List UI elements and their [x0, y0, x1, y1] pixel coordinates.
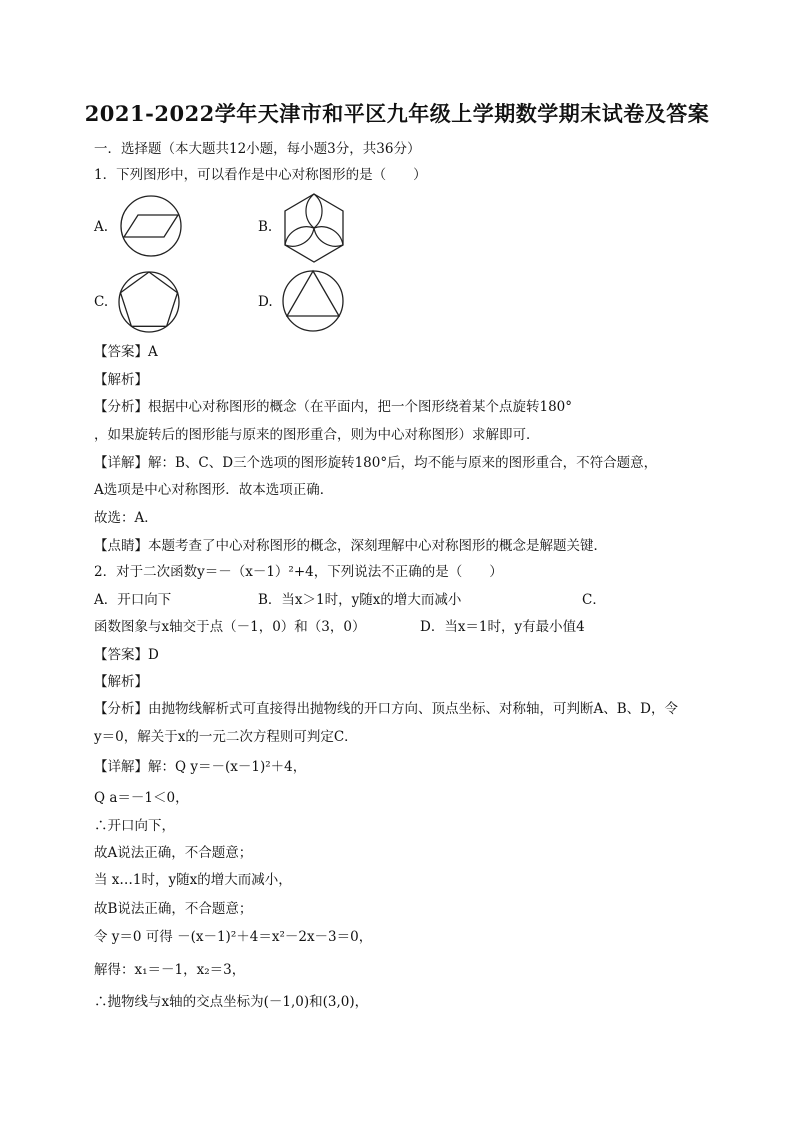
q2-detail-line: Q a＝－1＜0，	[94, 790, 189, 806]
q2-detail-line: 【详解】解：Q y＝－(x－1)²＋4，	[94, 759, 307, 775]
q2-stem: 2．对于二次函数y＝－（x－1）²+4，下列说法不正确的是（ ）	[94, 564, 503, 580]
q1-figure-b	[276, 190, 352, 266]
q2-detail-line: 故B说法正确，不合题意；	[94, 901, 253, 917]
q2-option-a: A．开口向下	[94, 592, 172, 608]
q1-figure-d	[280, 268, 346, 334]
q2-detail-line: 故A说法正确，不合题意；	[94, 845, 253, 861]
q1-xiangjie-line-2: A选项是中心对称图形．故本选项正确．	[94, 482, 334, 498]
q2-option-c-label: C．	[582, 592, 606, 608]
q1-option-c-label: C.	[94, 294, 109, 310]
q2-detail-line: 当 x…1时，y随x的增大而减小，	[94, 872, 292, 888]
q2-option-d: D．当x＝1时，y有最小值4	[420, 619, 585, 635]
q2-detail-line: ∴抛物线与x轴的交点坐标为(－1,0)和(3,0)，	[94, 994, 369, 1010]
q2-detail-line: 解得：x₁＝－1，x₂＝3，	[94, 962, 246, 978]
q1-dianjing: 【点睛】本题考查了中心对称图形的概念，深刻理解中心对称图形的概念是解题关键．	[94, 538, 607, 554]
q2-detail-line: 令 y＝0 可得 －(x－1)²＋4＝x²－2x－3＝0，	[94, 929, 373, 945]
q1-stem: 1．下列图形中，可以看作是中心对称图形的是（ ）	[94, 167, 427, 183]
q2-answer: 【答案】D	[94, 647, 159, 663]
q1-analysis-heading: 【解析】	[94, 372, 148, 388]
q1-figure-a	[118, 193, 184, 259]
q1-figure-c	[116, 269, 182, 335]
q1-option-b-label: B.	[258, 219, 273, 235]
q1-option-d-label: D.	[258, 294, 273, 310]
q2-analysis-heading: 【解析】	[94, 674, 148, 690]
q2-fenxi-line-2: y＝0，解关于x的一元二次方程则可判定C．	[94, 729, 358, 745]
q2-option-c-text: 函数图象与x轴交于点（－1，0）和（3，0）	[94, 619, 366, 635]
q1-fenxi-line-1: 【分析】根据中心对称图形的概念（在平面内，把一个图形绕着某个点旋转180°	[94, 399, 573, 415]
q1-xiangjie-line-1: 【详解】解：B、C、D三个选项的图形旋转180°后，均不能与原来的图形重合，不符合题意，	[94, 455, 658, 471]
q1-option-a-label: A.	[94, 219, 109, 235]
q1-fenxi-line-2: ，如果旋转后的图形能与原来的图形重合，则为中心对称图形）求解即可．	[94, 427, 540, 443]
q2-fenxi-line-1: 【分析】由抛物线解析式可直接得出抛物线的开口方向、顶点坐标、对称轴，可判断A、B、D，令	[94, 701, 678, 717]
q1-answer: 【答案】A	[94, 344, 158, 360]
q2-option-b: B．当x＞1时，y随x的增大而减小	[258, 592, 462, 608]
q1-choice: 故选：A．	[94, 510, 158, 526]
q2-detail-line: ∴开口向下，	[94, 818, 175, 834]
section-heading: 一．选择题（本大题共12小题，每小题3分，共36分）	[94, 141, 421, 157]
page-title: 2021-2022学年天津市和平区九年级上学期数学期末试卷及答案	[84, 101, 710, 126]
